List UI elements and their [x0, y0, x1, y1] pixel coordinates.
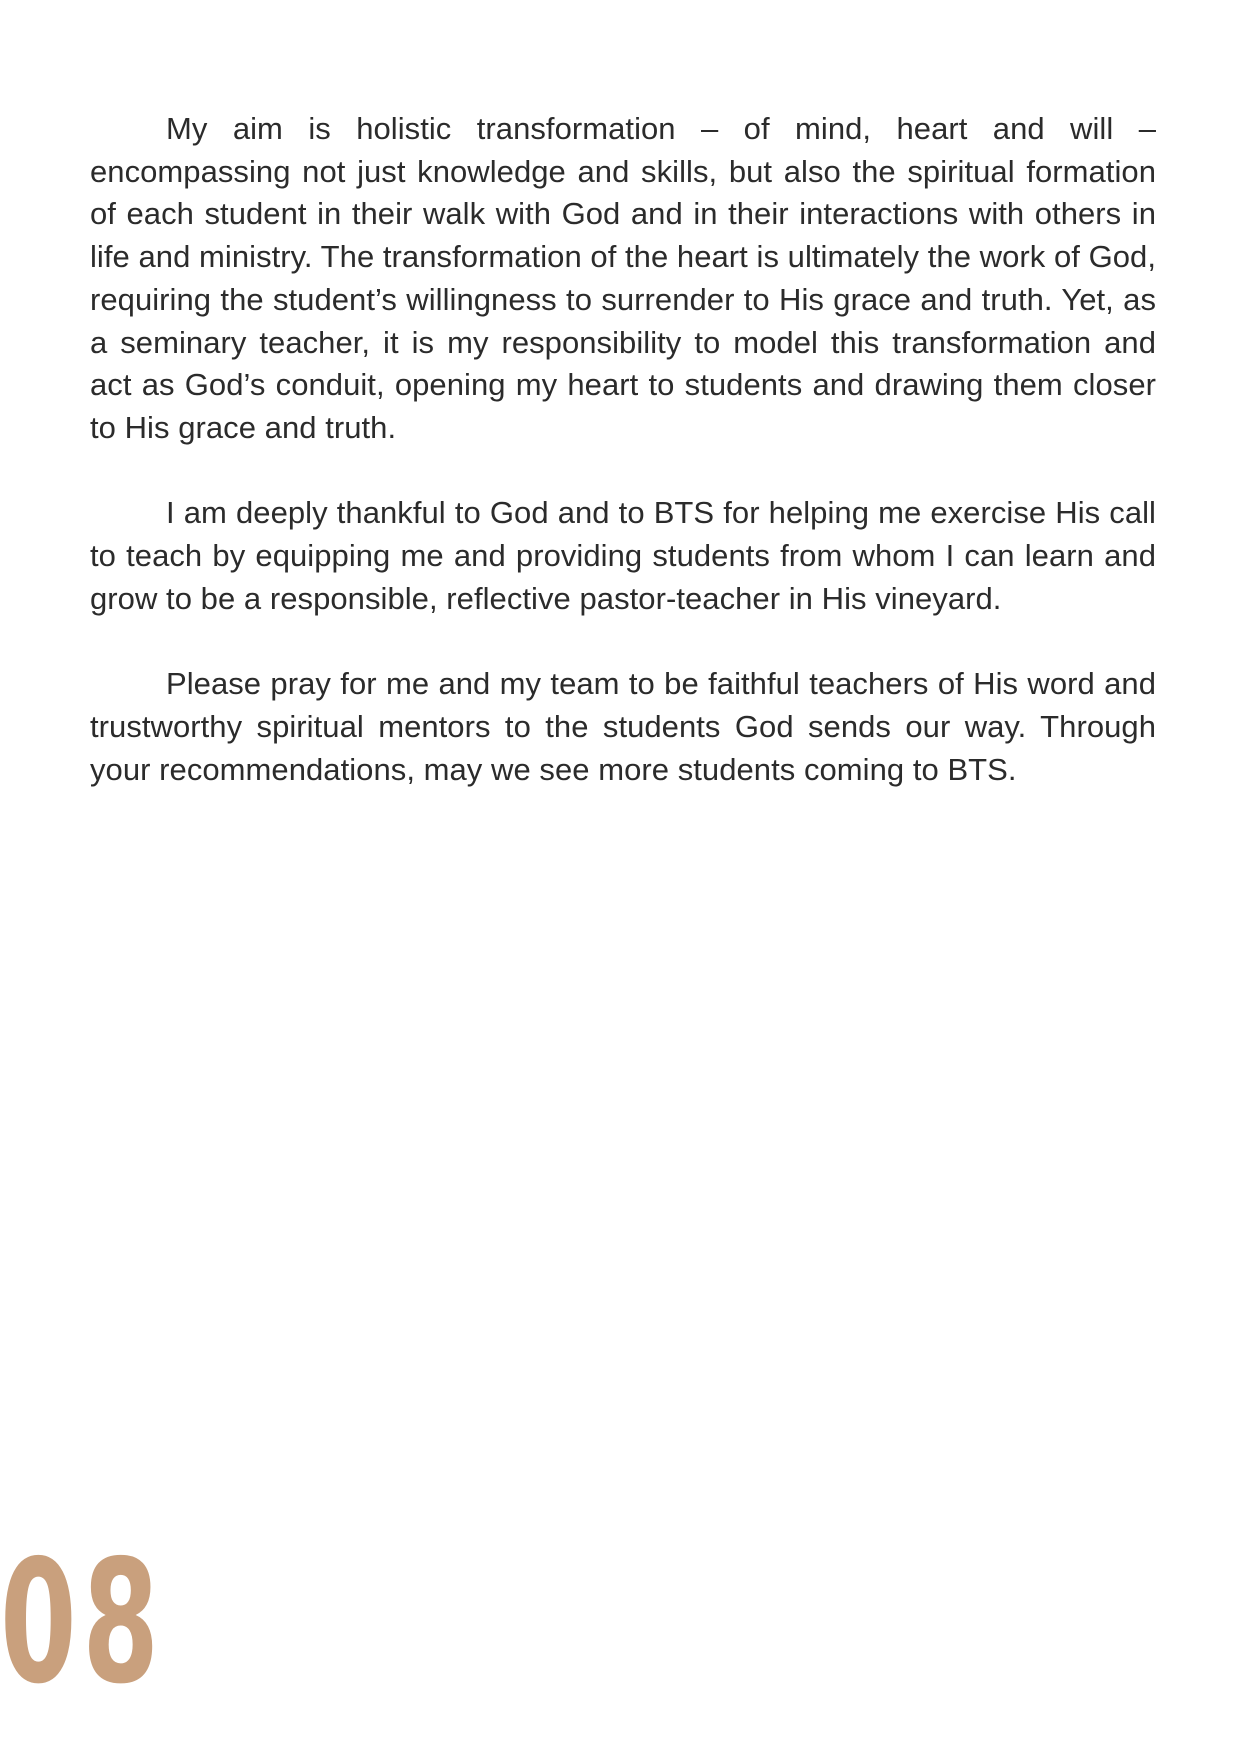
paragraph-thanks: I am deeply thankful to God and to BTS for helping me exercise His call to teach by equipping me and providing students from whom I can learn and grow to be a responsible, reflective pastor-teacher in His vineyard.: [90, 495, 1156, 616]
page-number: 08: [0, 1524, 165, 1722]
paragraph-aim: My aim is holistic transformation – of mind, heart and will – encompassing not just knowledge and skills, but also the spiritual formation of each student in their walk with God and in their interactions with others in life and ministry. The transformation of the heart is ultimately the work of God, requiring the student’s willingness to surrender to His grace and truth. Yet, as a seminary teacher, it is my responsibility to model this transformation and act as God’s conduit, opening my heart to students and drawing them closer to His grace and truth.: [90, 111, 1156, 445]
body-text: [90, 108, 1156, 834]
paragraph-prayer-request: Please pray for me and my team to be faithful teachers of His word and trustworthy spiritual mentors to the students God sends our way. Through your recommendations, may we see more students coming to BTS.: [90, 666, 1156, 787]
